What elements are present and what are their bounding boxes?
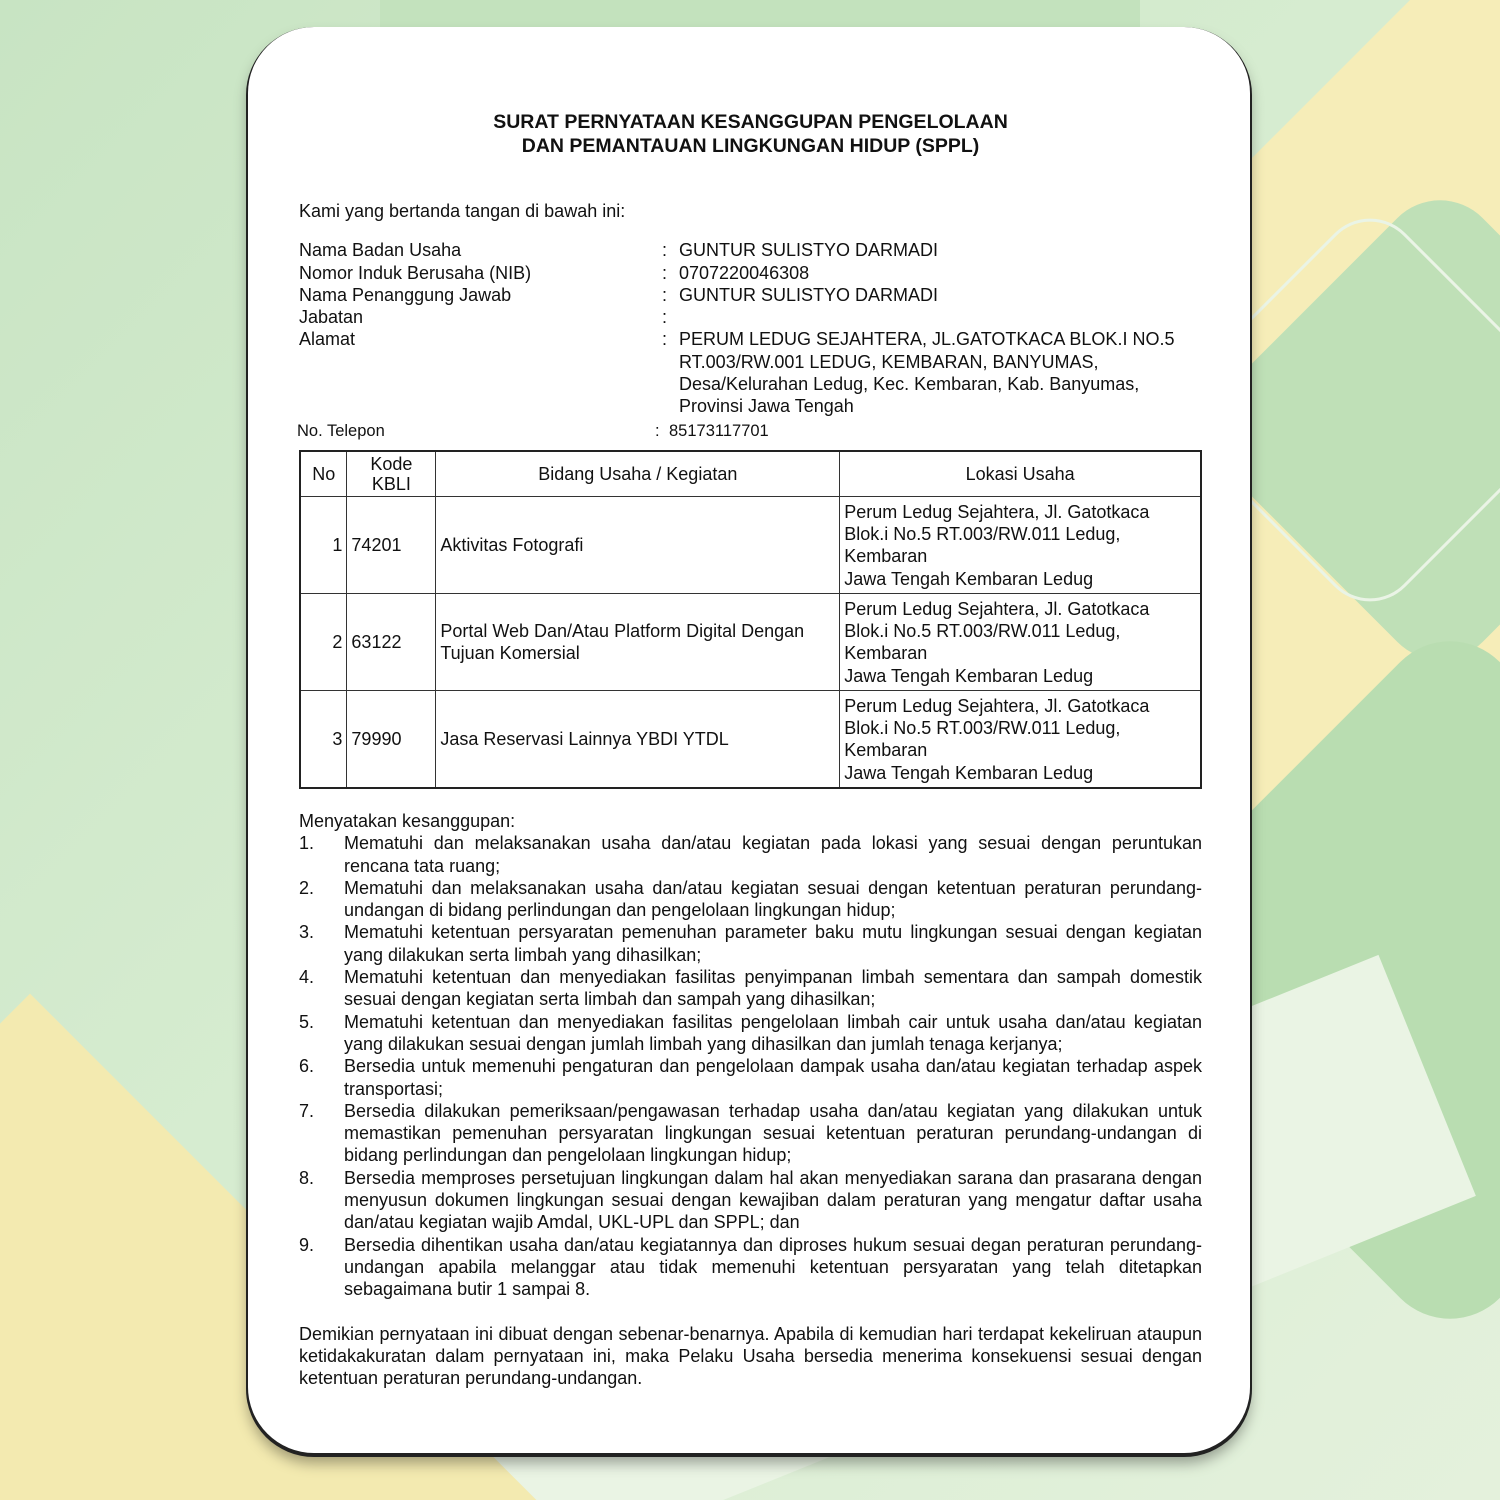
cell-bidang: Aktivitas Fotografi: [436, 497, 840, 594]
item-text: Bersedia dihentikan usaha dan/atau kegiatannya dan diproses hukum sesuai degan peraturan perundang-undangan apabila melanggar atau tidak memenuhi ketentuan persyaratan yang telah ditetapkan sebagaimana butir 1 sampai 8.: [344, 1234, 1202, 1300]
list-item: [299, 1055, 1202, 1100]
cell-kode: 79990: [347, 691, 436, 788]
document-title: [299, 110, 1202, 158]
applicant-info: [299, 239, 1202, 442]
info-row-telepon: [297, 420, 1202, 442]
item-text: Mematuhi ketentuan persyaratan pemenuhan parameter baku mutu lingkungan sesuai dengan kegiatan yang dilakukan serta limbah yang dihasilkan;: [344, 922, 1202, 965]
info-label: Nama Badan Usaha: [299, 240, 462, 261]
item-number: 4.: [299, 967, 315, 988]
item-text: Mematuhi ketentuan dan menyediakan fasilitas pengelolaan limbah cair untuk usaha dan/atau kegiatan yang dilakukan sesuai dengan jumlah limbah yang dihasilkan dan jumlah tenaga kerjanya;: [344, 1011, 1202, 1054]
info-row-nib: [299, 262, 1202, 284]
list-item: [299, 1011, 1202, 1056]
info-value: 85173117701: [669, 421, 769, 440]
info-value: GUNTUR SULISTYO DARMADI: [679, 284, 939, 305]
info-row-nama-badan-usaha: [299, 239, 1202, 261]
info-colon: :: [662, 262, 668, 283]
cell-lokasi: [840, 594, 1201, 691]
list-item: [299, 877, 1202, 922]
info-colon: :: [662, 240, 668, 261]
table-row: [300, 691, 1201, 788]
item-text: Mematuhi ketentuan dan menyediakan fasilitas penyimpanan limbah sementara dan sampah domestik sesuai dengan kegiatan serta limbah dan sampah yang dihasilkan;: [344, 967, 1202, 1010]
header-kode-line1: Kode: [370, 454, 413, 475]
lokasi-line2: Jawa Tengah Kembaran Ledug: [844, 665, 1094, 686]
lokasi-line1: Perum Ledug Sejahtera, Jl. Gatotkaca Blok.i No.5 RT.003/RW.011 Ledug, Kembaran: [844, 598, 1150, 664]
table-row: [300, 497, 1201, 594]
list-item: [299, 1100, 1202, 1167]
info-colon: :: [655, 421, 660, 440]
table-header-row: [300, 451, 1201, 497]
list-item: [299, 966, 1202, 1011]
item-text: Bersedia memproses persetujuan lingkungan dalam hal akan menyediakan sarana dan prasarana dengan menyusun dokumen lingkungan sesuai dengan kewajiban dalam peraturan yang mengatur daftar usaha dan/atau kegiatan wajib Amdal, UKL-UPL dan SPPL; dan: [344, 1167, 1202, 1233]
info-value: 0707220046308: [679, 262, 810, 283]
cell-kode: 63122: [347, 594, 436, 691]
commitment-list: [299, 832, 1202, 1300]
info-row-alamat: [299, 328, 1202, 417]
lokasi-line1: Perum Ledug Sejahtera, Jl. Gatotkaca Blok.i No.5 RT.003/RW.011 Ledug, Kembaran: [844, 501, 1150, 567]
info-colon: :: [662, 284, 668, 305]
statement-heading: Menyatakan kesanggupan:: [299, 810, 516, 831]
info-label: Jabatan: [299, 307, 364, 328]
info-row-jabatan: [299, 306, 1202, 328]
list-item: [299, 832, 1202, 877]
item-text: Bersedia untuk memenuhi pengaturan dan pengelolaan dampak usaha dan/atau kegiatan terhadap aspek transportasi;: [344, 1056, 1202, 1099]
item-number: 9.: [299, 1234, 315, 1255]
item-text: Mematuhi dan melaksanakan usaha dan/atau kegiatan sesuai dengan ketentuan peraturan perundang-undangan di bidang perlindungan dan pengelolaan lingkungan hidup;: [344, 877, 1202, 921]
item-number: 5.: [299, 1011, 315, 1032]
list-item: [299, 1234, 1202, 1301]
lokasi-line2: Jawa Tengah Kembaran Ledug: [844, 762, 1094, 783]
info-colon: :: [662, 329, 668, 350]
cell-lokasi: [840, 497, 1201, 594]
item-number: 3.: [299, 922, 315, 943]
list-item: [299, 921, 1202, 966]
header-kode-kbli: [347, 451, 436, 497]
info-label: Nama Penanggung Jawab: [299, 284, 512, 305]
info-label: Alamat: [299, 329, 356, 350]
lokasi-line2: Jawa Tengah Kembaran Ledug: [844, 568, 1094, 589]
item-number: 8.: [299, 1167, 315, 1188]
info-label: Nomor Induk Berusaha (NIB): [299, 262, 532, 283]
header-no: No: [300, 451, 347, 497]
kbli-table: [299, 450, 1202, 789]
item-number: 7.: [299, 1100, 315, 1121]
header-bidang: Bidang Usaha / Kegiatan: [436, 451, 840, 497]
intro-text: Kami yang bertanda tangan di bawah ini:: [299, 201, 626, 221]
info-colon: :: [662, 307, 668, 328]
header-kode-line2: KBLI: [371, 474, 411, 495]
title-line-1: SURAT PERNYATAAN KESANGGUPAN PENGELOLAAN: [493, 111, 1008, 133]
info-label: No. Telepon: [297, 421, 385, 440]
item-number: 1.: [299, 833, 315, 854]
info-row-penanggung-jawab: [299, 284, 1202, 306]
sppl-document: [299, 110, 1202, 1389]
info-value: GUNTUR SULISTYO DARMADI: [679, 240, 939, 261]
cell-kode: 74201: [347, 497, 436, 594]
cell-no: 3: [300, 691, 347, 788]
info-value: PERUM LEDUG SEJAHTERA, JL.GATOTKACA BLOK.I NO.5 RT.003/RW.001 LEDUG, KEMBARAN, BANYUMAS, Desa/Kelurahan Ledug, Kec. Kembaran, Kab. Banyumas, Provinsi Jawa Tengah: [679, 329, 1175, 417]
list-item: [299, 1167, 1202, 1234]
item-number: 6.: [299, 1056, 315, 1077]
cell-bidang: Portal Web Dan/Atau Platform Digital Dengan Tujuan Komersial: [436, 594, 840, 691]
cell-lokasi: [840, 691, 1201, 788]
header-lokasi: Lokasi Usaha: [840, 451, 1201, 497]
table-row: [300, 594, 1201, 691]
cell-bidang: Jasa Reservasi Lainnya YBDI YTDL: [436, 691, 840, 788]
cell-no: 1: [300, 497, 347, 594]
closing-paragraph: Demikian pernyataan ini dibuat dengan sebenar-benarnya. Apabila di kemudian hari terdapat kekeliruan ataupun ketidakakuratan dalam pernyataan ini, maka Pelaku Usaha bersedia menerima konsekuensi sesuai dengan ketentuan peraturan perundang-undangan.: [299, 1323, 1202, 1389]
item-number: 2.: [299, 877, 315, 898]
lokasi-line1: Perum Ledug Sejahtera, Jl. Gatotkaca Blok.i No.5 RT.003/RW.011 Ledug, Kembaran: [844, 695, 1150, 761]
title-line-2: DAN PEMANTAUAN LINGKUNGAN HIDUP (SPPL): [521, 135, 980, 157]
item-text: Bersedia dilakukan pemeriksaan/pengawasan terhadap usaha dan/atau kegiatan yang dilakukan untuk memastikan pemenuhan persyaratan lingkungan sesuai ketentuan peraturan perundang-undangan di bidang perlindungan dan pengelolaan lingkungan hidup;: [344, 1100, 1202, 1166]
cell-no: 2: [300, 594, 347, 691]
item-text: Mematuhi dan melaksanakan usaha dan/atau kegiatan pada lokasi yang sesuai dengan peruntukan rencana tata ruang;: [344, 833, 1202, 876]
info-value: [679, 306, 1202, 328]
